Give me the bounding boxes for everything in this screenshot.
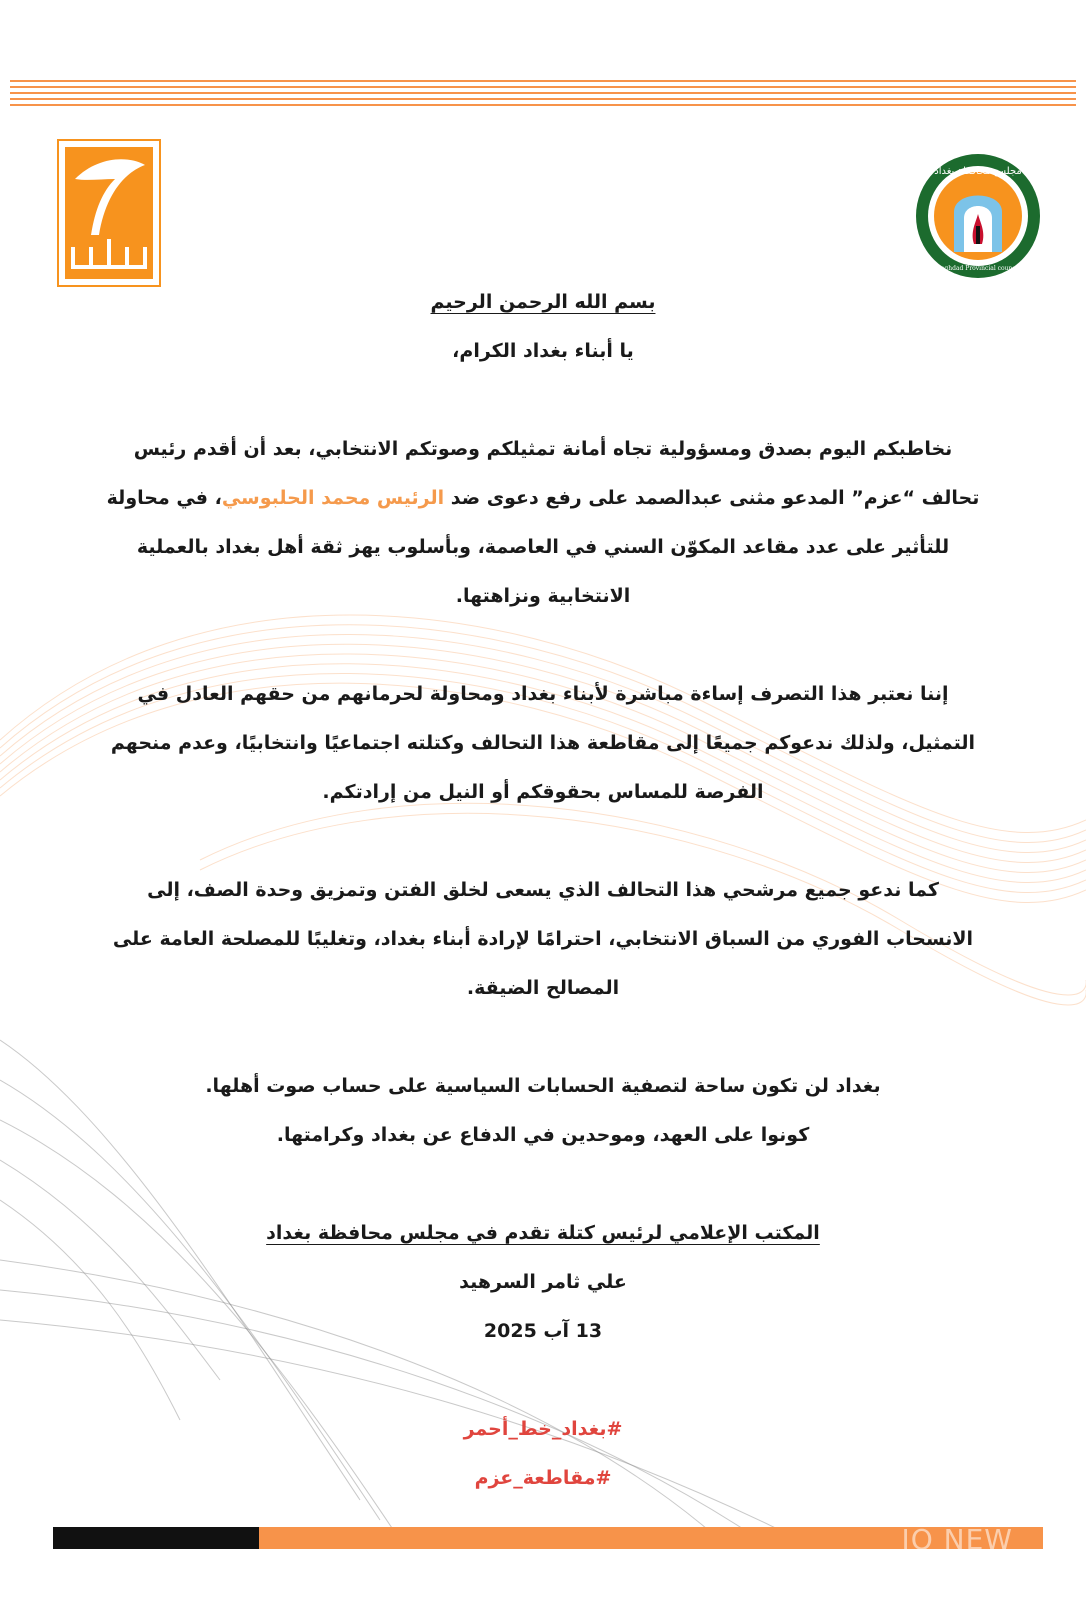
para1-line-2 [60,474,1026,523]
hashtag-2: #مقاطعة_عزم [474,1467,612,1489]
para2-line-2: التمثيل، ولذلك ندعوكم جميعًا إلى مقاطعة هذا التحالف وكتلته اجتماعيًا وانتخابيًا، وعدم منحهم [110,732,976,754]
para3-line-1: كما ندعو جميع مرشحي هذا التحالف الذي يسعى لخلق الفتن وتمزيق وحدة الصف، إلى [147,879,939,901]
council-arc-text-en: Baghdad Provincial council [936,265,1020,272]
paragraph-1 [60,425,1026,621]
closing-line-1: بغداد لن تكون ساحة لتصفية الحسابات السياسية على حساب صوت أهلها. [205,1075,881,1097]
para1-line-4: الانتخابية ونزاهتها. [455,585,631,607]
council-arc-text: مجلس محافظة بغداد [934,166,1022,177]
para3-line-3: المصالح الضيقة. [466,977,620,999]
para1-line-1: نخاطبكم اليوم بصدق ومسؤولية تجاه أمانة تمثيلكم وصوتكم الانتخابي، بعد أن أقدم رئيس [133,438,953,460]
closing [60,1062,1026,1160]
signature-office: المكتب الإعلامي لرئيس كتلة تقدم في مجلس محافظة بغداد [266,1222,820,1244]
salutation: يا أبناء بغداد الكرام، [452,340,634,362]
para1-line-2-after: ، في محاولة [106,487,222,509]
footer-bar-black [53,1527,259,1549]
paragraph-2 [60,670,1026,817]
closing-line-2: كونوا على العهد، وموحدين في الدفاع عن بغداد وكرامتها. [276,1124,810,1146]
hashtag-1: #بغداد_خط_أحمر [463,1418,623,1440]
para2-line-1: إننا نعتبر هذا التصرف إساءة مباشرة لأبناء بغداد ومحاولة لحرمانهم من حقهم العادل في [137,683,949,705]
top-stripes [10,80,1076,108]
para1-line-2-before: تحالف “عزم” المدعو مثنى عبدالصمد على رفع دعوى ضد [444,487,980,509]
signature-name: علي ثامر السرهيد [459,1271,627,1293]
highlighted-name: الرئيس محمد الحلبوسي [221,487,445,509]
letter-body [60,278,1026,1503]
watermark: IQ NEW [901,1523,1013,1556]
signature [60,1209,1026,1356]
taqaddum-logo [57,139,161,287]
basmala: بسم الله الرحمن الرحيم [430,291,656,313]
para2-line-3: الفرصة للمساس بحقوقكم أو النيل من إرادتكم. [322,781,764,803]
baghdad-council-logo [914,152,1042,280]
para3-line-2: الانسحاب الفوري من السباق الانتخابي، احترامًا لإرادة أبناء بغداد، وتغليبًا للمصلحة العامة على [112,928,974,950]
footer-bar [53,1523,1043,1556]
paragraph-3 [60,866,1026,1013]
para1-line-3: للتأثير على عدد مقاعد المكوّن السني في العاصمة، وبأسلوب يهز ثقة أهل بغداد بالعملية [136,536,950,558]
signature-date: 13 آب 2025 [483,1320,603,1342]
